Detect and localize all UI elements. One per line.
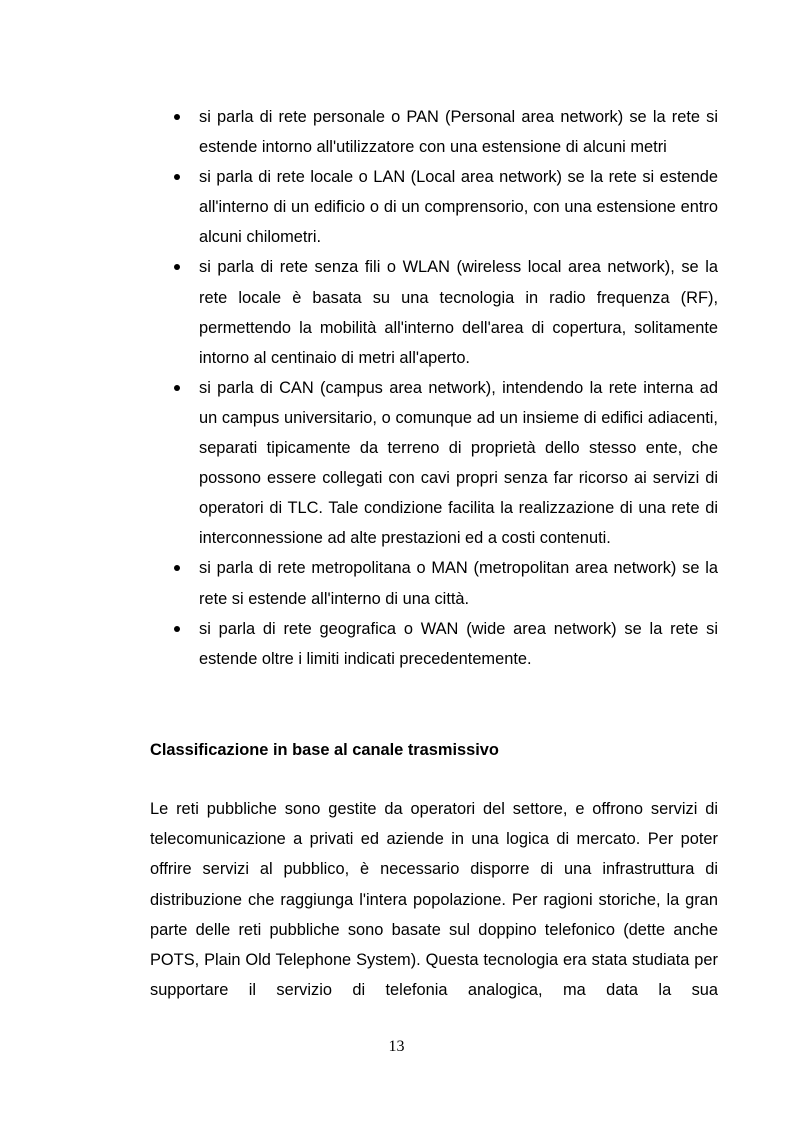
page-number: 13 [388, 1038, 405, 1055]
list-item-wlan [172, 252, 718, 372]
list-item-can [172, 373, 718, 554]
list-item-man [172, 553, 718, 613]
bullet-icon [174, 385, 180, 391]
list-item-text: si parla di rete geografica o WAN (wide area network) se la rete si estende oltre i limiti indicati precedentemente. [199, 619, 718, 668]
list-item-wan [172, 614, 718, 674]
list-item-pan [172, 102, 718, 162]
bullet-icon [174, 626, 180, 632]
bullet-icon [174, 114, 180, 120]
network-types-list [172, 102, 718, 674]
body-paragraph: Le reti pubbliche sono gestite da operatori del settore, e offrono servizi di telecomunicazione a privati ed aziende in una logica di mercato. Per poter offrire servizi al pubblico, è necessario disporre di una infrastruttura di distribuzione che raggiunga l'intera popolazione. Per ragioni storiche, la gran parte delle reti pubbliche sono basate sul doppino telefonico (dette anche POTS, Plain Old Telephone System). Questa tecnologia era stata studiata per supportare il servizio di telefonia analogica, ma data la sua [150, 800, 718, 1000]
section-heading: Classificazione in base al canale trasmissivo [150, 741, 499, 759]
bullet-icon [174, 264, 180, 270]
list-item-text: si parla di rete senza fili o WLAN (wireless local area network), se la rete locale è basata su una tecnologia in radio frequenza (RF), permettendo la mobilità all'interno dell'area di copertura, solitamente intorno al centinaio di metri all'aperto. [199, 258, 718, 367]
list-item-text: si parla di rete metropolitana o MAN (metropolitan area network) se la rete si estende all'interno di una città. [199, 559, 718, 608]
list-item-text: si parla di rete personale o PAN (Personal area network) se la rete si estende intorno all'utilizzatore con una estensione di alcuni metri [199, 108, 718, 157]
list-item-lan [172, 162, 718, 252]
list-item-text: si parla di rete locale o LAN (Local area network) se la rete si estende all'interno di un edificio o di un comprensorio, con una estensione entro alcuni chilometri. [199, 168, 718, 247]
bullet-icon [174, 174, 180, 180]
bullet-icon [174, 565, 180, 571]
list-item-text: si parla di CAN (campus area network), intendendo la rete interna ad un campus universitario, o comunque ad un insieme di edifici adiacenti, separati tipicamente da terreno di proprietà dello stesso ente, che possono essere collegati con cavi propri senza far ricorso ai servizi di operatori di TLC. Tale condizione facilita la realizzazione di una rete di interconnessione ad alte prestazioni ed a costi contenuti. [199, 378, 718, 548]
